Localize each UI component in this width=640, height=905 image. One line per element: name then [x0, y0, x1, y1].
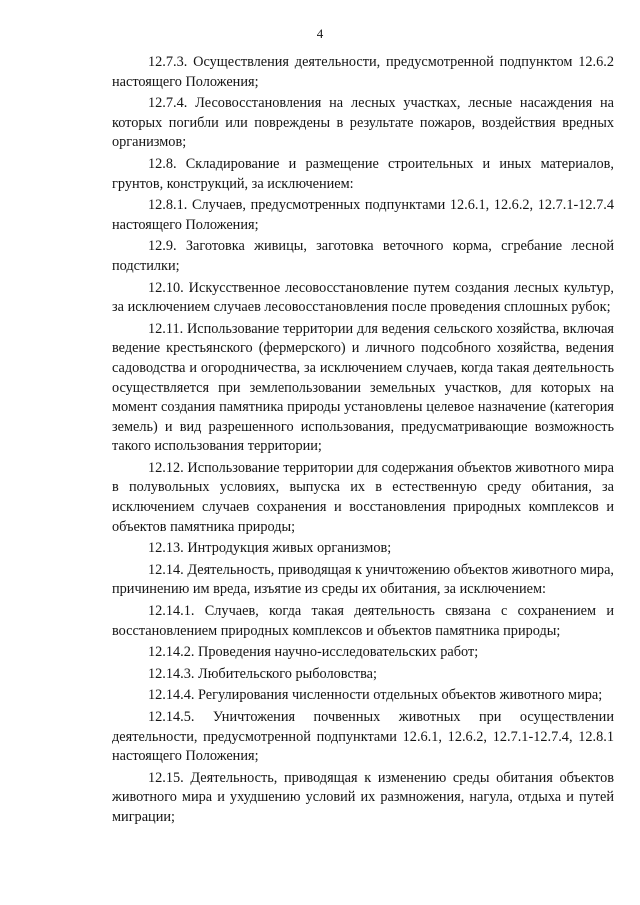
paragraph-12-15: 12.15. Деятельность, приводящая к изменению среды обитания объектов животного мира и ухудшению условий их размножения, нагула, отдыха и путей миграции; [112, 769, 614, 825]
paragraph-12-13: 12.13. Интродукция живых организмов; [148, 540, 392, 557]
paragraph-12-14-3: 12.14.3. Любительского рыболовства; [148, 665, 377, 682]
paragraph-12-7-4: 12.7.4. Лесовосстановления на лесных участках, лесные насаждения на которых погибли или повреждены в результате пожаров, воздействия вредных организмов; [112, 95, 614, 151]
paragraph-12-11: 12.11. Использование территории для ведения сельского хозяйства, включая ведение крестьянского (фермерского) и личного подсобного хозяйства, ведения садоводства и огородничества, за исключением случаев, когда такая деятельность осуществляется при землепользовании земельных участков, для которых на момент создания памятника природы установлены целевое назначение (категория земель) и вид разрешенного использования, предусматривающие возможность такого использования территории; [112, 320, 614, 455]
paragraph-12-14-5: 12.14.5. Уничтожения почвенных животных при осуществлении деятельности, предусмотренной подпунктами 12.6.1, 12.6.2, 12.7.1-12.7.4, 12.8.1 настоящего Положения; [112, 709, 614, 765]
paragraph-12-14: 12.14. Деятельность, приводящая к уничтожению объектов животного мира, причинению им вреда, изъятие из среды их обитания, за исключением: [112, 561, 614, 598]
page-number: 4 [316, 26, 324, 41]
paragraph-12-10: 12.10. Искусственное лесовосстановление путем создания лесных культур, за исключением случаев лесовосстановления после проведения сплошных рубок; [112, 279, 614, 316]
paragraph-12-9: 12.9. Заготовка живицы, заготовка веточного корма, сгребание лесной подстилки; [112, 238, 614, 274]
paragraph-12-14-1: 12.14.1. Случаев, когда такая деятельность связана с сохранением и восстановлением природных комплексов и объектов памятника природы; [112, 603, 614, 639]
paragraph-12-14-4: 12.14.4. Регулирования численности отдельных объектов животного мира; [148, 687, 603, 704]
paragraph-12-8: 12.8. Складирование и размещение строительных и иных материалов, грунтов, конструкций, за исключением: [112, 155, 614, 192]
paragraph-12-8-1: 12.8.1. Случаев, предусмотренных подпунктами 12.6.1, 12.6.2, 12.7.1-12.7.4 настоящего Положения; [112, 197, 614, 233]
paragraph-12-12: 12.12. Использование территории для содержания объектов животного мира в полувольных условиях, выпуска их в естественную среду обитания, за исключением случаев сохранения и восстановления природных комплексов и объектов памятника природы; [112, 459, 614, 535]
document-body [112, 53, 614, 830]
paragraph-12-14-2: 12.14.2. Проведения научно-исследовательских работ; [148, 644, 479, 661]
paragraph-12-7-3: 12.7.3. Осуществления деятельности, предусмотренной подпунктом 12.6.2 настоящего Положения; [112, 54, 614, 90]
